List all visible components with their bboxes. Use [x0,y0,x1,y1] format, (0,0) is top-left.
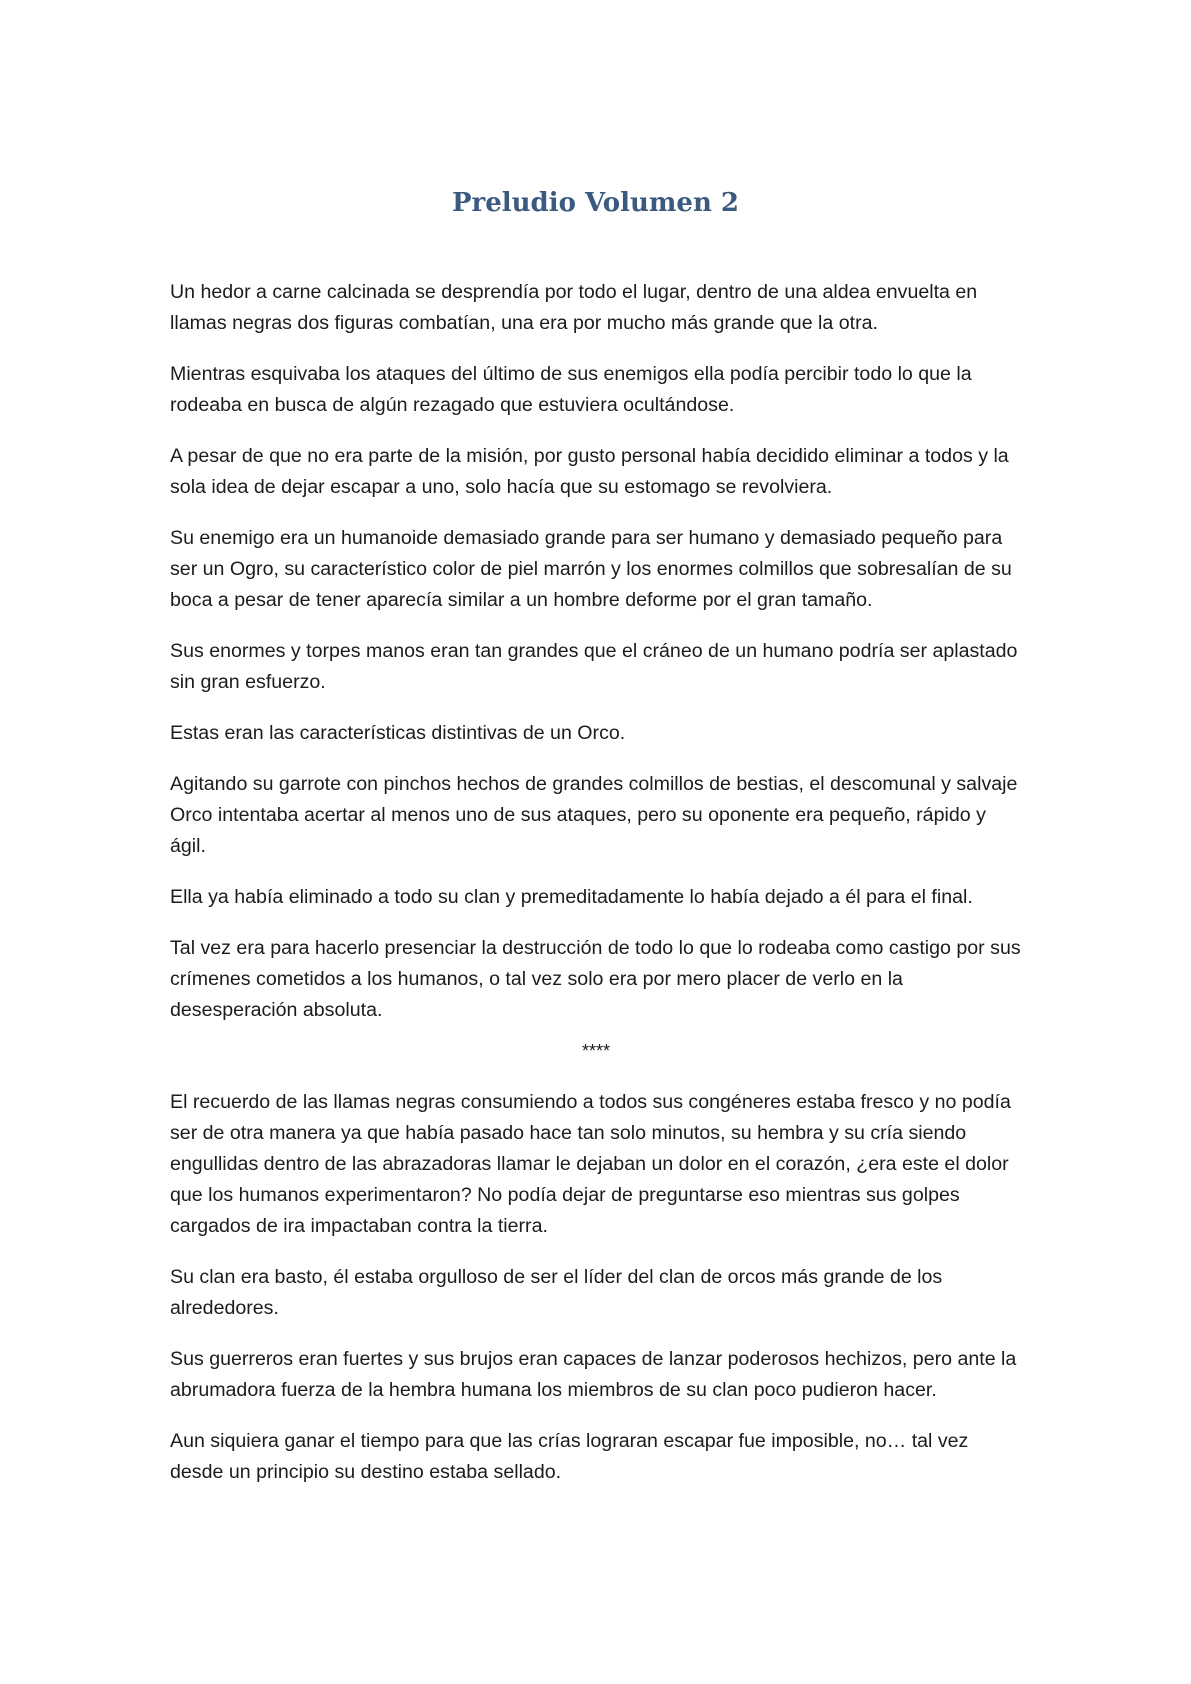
paragraph: El recuerdo de las llamas negras consumiendo a todos sus congéneres estaba fresco y no podía ser de otra manera ya que había pasado hace tan solo minutos, su hembra y su cría siendo engullidas dentro de las abrazadoras llamar le dejaban un dolor en el corazón, ¿era este el dolor que los humanos experimentaron? No podía dejar de preguntarse eso mientras sus golpes cargados de ira impactaban contra la tierra. [170,1091,1011,1237]
paragraph: Tal vez era para hacerlo presenciar la destrucción de todo lo que lo rodeaba como castigo por sus crímenes cometidos a los humanos, o tal vez solo era por mero placer de verlo en la desesperación absoluta. [170,937,1021,1021]
paragraph: Sus guerreros eran fuertes y sus brujos eran capaces de lanzar poderosos hechizos, pero ante la abrumadora fuerza de la hembra humana los miembros de su clan poco pudieron hacer. [170,1348,1017,1401]
paragraph: A pesar de que no era parte de la misión, por gusto personal había decidido eliminar a todos y la sola idea de dejar escapar a uno, solo hacía que su estomago se revolviera. [170,445,1009,498]
page-title: Preludio Volumen 2 [451,188,740,218]
paragraph: Ella ya había eliminado a todo su clan y premeditadamente lo había dejado a él para el final. [170,886,973,908]
paragraph: Mientras esquivaba los ataques del último de sus enemigos ella podía percibir todo lo que la rodeaba en busca de algún rezagado que estuviera ocultándose. [170,363,972,416]
paragraph: Su clan era basto, él estaba orgulloso de ser el líder del clan de orcos más grande de los alrededores. [170,1266,943,1319]
paragraph: Aun siquiera ganar el tiempo para que las crías lograran escapar fue imposible, no… tal vez desde un principio su destino estaba sellado. [170,1430,969,1483]
paragraph: Su enemigo era un humanoide demasiado grande para ser humano y demasiado pequeño para ser un Ogro, su característico color de piel marrón y los enormes colmillos que sobresalían de su boca a pesar de tener aparecía similar a un hombre deforme por el gran tamaño. [170,527,1012,611]
paragraph: Sus enormes y torpes manos eran tan grandes que el cráneo de un humano podría ser aplastado sin gran esfuerzo. [170,640,1018,693]
scene-break-separator: **** [581,1041,611,1061]
paragraph: Agitando su garrote con pinchos hechos de grandes colmillos de bestias, el descomunal y salvaje Orco intentaba acertar al menos uno de sus ataques, pero su oponente era pequeño, rápido y ágil. [170,773,1018,857]
body-text [170,277,1022,1508]
paragraph: Un hedor a carne calcinada se desprendía por todo el lugar, dentro de una aldea envuelta en llamas negras dos figuras combatían, una era por mucho más grande que la otra. [170,281,978,334]
paragraph: Estas eran las características distintivas de un Orco. [170,722,626,744]
